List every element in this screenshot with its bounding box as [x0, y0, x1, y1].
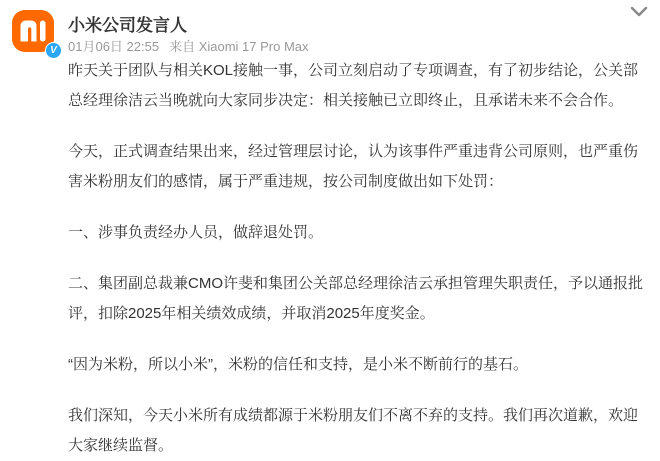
post-content: [68, 56, 648, 461]
chevron-down-icon: [630, 6, 648, 18]
post-meta: [68, 39, 309, 55]
post-source[interactable]: 来自 Xiaomi 17 Pro Max: [169, 39, 309, 54]
post-paragraph: 昨天关于团队与相关KOL接触一事，公司立刻启动了专项调查，有了初步结论，公关部总经理徐洁云当晚就向大家同步决定：相关接触已立即终止，且承诺未来不会合作。: [68, 62, 639, 109]
avatar[interactable]: [12, 10, 57, 56]
post-menu-button[interactable]: [629, 4, 649, 20]
post-paragraph: 我们深知，今天小米所有成绩都源于米粉朋友们不离不弃的支持。我们再次道歉，欢迎大家继续监督。: [68, 407, 639, 454]
verified-badge-icon: V: [45, 42, 62, 59]
post-paragraph: 二、集团副总裁兼CMO许斐和集团公关部总经理徐洁云承担管理失职责任，予以通报批评，扣除2025年相关绩效成绩，并取消2025年度奖金。: [68, 275, 643, 322]
post-timestamp: 01月06日 22:55: [68, 39, 160, 54]
username[interactable]: 小米公司发言人: [68, 16, 187, 35]
post-paragraph: 今天，正式调查结果出来，经过管理层讨论，认为该事件严重违背公司原则，也严重伤害米粉朋友们的感情，属于严重违规，按公司制度做出如下处罚：: [68, 143, 639, 190]
post-paragraph: 一、涉事负责经办人员，做辞退处罚。: [68, 224, 324, 241]
post-paragraph: “因为米粉，所以小米”，米粉的信任和支持，是小米不断前行的基石。: [68, 356, 528, 373]
